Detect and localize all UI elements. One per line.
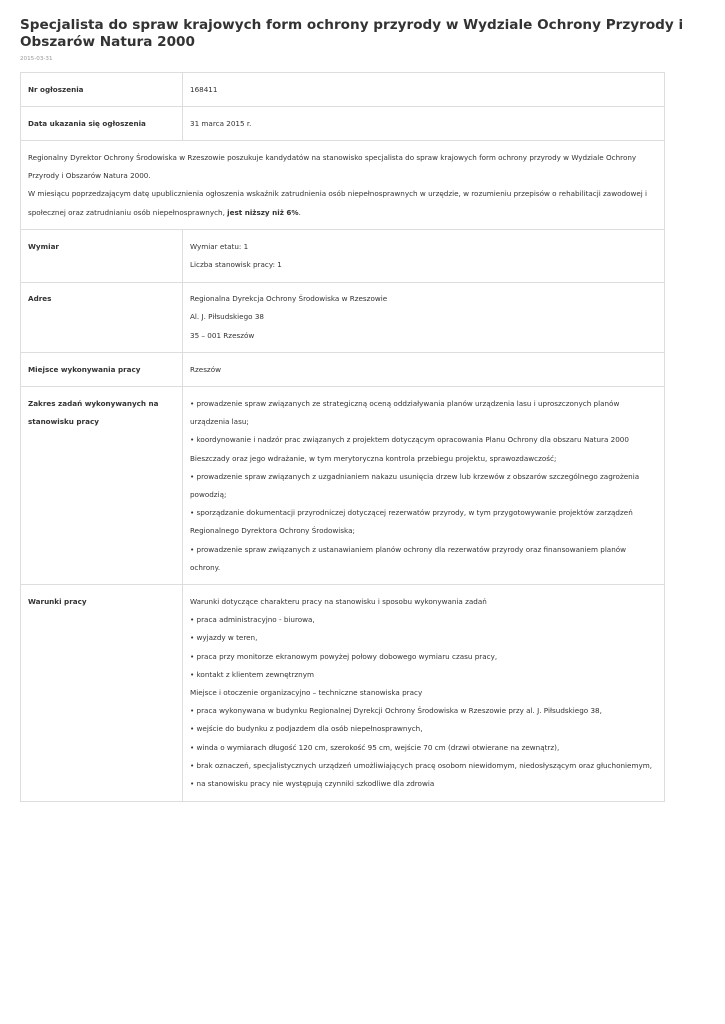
zakres-item: • prowadzenie spraw związanych z uzgadnianiem nakazu usunięcia drzew lub krzewów z obszarów szczególnego zagrożenia powodzią; — [190, 471, 640, 499]
table-row — [21, 107, 665, 141]
warunki-item: • praca administracyjno - biurowa, — [190, 615, 315, 625]
zakres-item: • koordynowanie i nadzór prac związanych z projektem dotyczącym opracowania Planu Ochrony dla obszaru Natura 2000 Bieszczady oraz jego wdrażanie, w tym merytoryczna kontrola przebiegu projektu, sprawozdawczość; — [190, 435, 629, 463]
warunki-item: • brak oznaczeń, specjalistycznych urządzeń umożliwiających pracę osobom niewidomym, niedosłyszącym oraz głuchoniemym, — [190, 760, 652, 770]
nr-label: Nr ogłoszenia — [21, 73, 183, 107]
warunki-value — [183, 585, 665, 801]
table-row — [21, 141, 665, 230]
warunki-item: • praca wykonywana w budynku Regionalnej Dyrekcji Ochrony Środowiska w Rzeszowie przy al. J. Piłsudskiego 38, — [190, 706, 602, 716]
table-row — [21, 585, 665, 801]
zakres-item: • prowadzenie spraw związanych z ustanawianiem planów ochrony dla rezerwatów przyrody oraz finansowaniem planów ochrony. — [190, 544, 627, 572]
wymiar-line: Wymiar etatu: 1 — [190, 241, 249, 251]
intro-disability-paragraph — [28, 185, 657, 221]
intro-paragraph: Regionalny Dyrektor Ochrony Środowiska w Rzeszowie poszukuje kandydatów na stanowisko specjalista do spraw krajowych form ochrony przyrody w Wydziale Ochrony Przyrody i Obszarów Natura 2000. — [28, 152, 637, 181]
warunki-item: • praca przy monitorze ekranowym powyżej połowy dobowego wymiaru czasu pracy, — [190, 651, 498, 661]
page-title: Specjalista do spraw krajowych form ochrony przyrody w Wydziale Ochrony Przyrody i Obszarów Natura 2000 — [20, 17, 684, 50]
zakres-label: Zakres zadań wykonywanych na stanowisku pracy — [21, 387, 183, 585]
announcement-date-label: Data ukazania się ogłoszenia — [21, 107, 183, 141]
job-details-table — [20, 72, 665, 802]
zakres-item: • prowadzenie spraw związanych ze strategiczną oceną oddziaływania planów urządzenia lasu i uproszczonych planów urządzenia lasu; — [190, 398, 620, 427]
adres-value — [183, 282, 665, 353]
warunki-label: Warunki pracy — [21, 585, 183, 801]
adres-line: 35 – 001 Rzeszów — [190, 330, 255, 340]
warunki-item: • na stanowisku pracy nie występują czynniki szkodliwe dla zdrowia — [190, 779, 435, 788]
intro-disability-bold: jest niższy niż 6% — [227, 207, 299, 217]
publish-date: 2015-03-31 — [20, 56, 53, 62]
warunki-item: • kontakt z klientem zewnętrznym — [190, 669, 314, 679]
warunki-item: Warunki dotyczące charakteru pracy na stanowisku i sposobu wykonywania zadań — [190, 596, 487, 606]
table-row — [21, 73, 665, 107]
miejsce-label: Miejsce wykonywania pracy — [21, 353, 183, 387]
table-row — [21, 387, 665, 585]
table-row — [21, 282, 665, 353]
nr-value: 168411 — [183, 73, 665, 107]
warunki-item: • wyjazdy w teren, — [190, 633, 258, 643]
miejsce-value: Rzeszów — [183, 353, 665, 387]
warunki-item: Miejsce i otoczenie organizacyjno – techniczne stanowiska pracy — [190, 687, 423, 697]
adres-line: Regionalna Dyrekcja Ochrony Środowiska w Rzeszowie — [190, 294, 388, 304]
announcement-date-value: 31 marca 2015 r. — [183, 107, 665, 141]
wymiar-line: Liczba stanowisk pracy: 1 — [190, 259, 282, 269]
warunki-item: • wejście do budynku z podjazdem dla osób niepełnosprawnych, — [190, 724, 423, 734]
adres-line: Al. J. Piłsudskiego 38 — [190, 312, 264, 322]
zakres-item: • sporządzanie dokumentacji przyrodniczej dotyczącej rezerwatów przyrody, w tym przygotowywanie projektów zarządzeń Regionalnego Dyrektora Ochrony Środowiska; — [190, 508, 633, 536]
wymiar-label: Wymiar — [21, 230, 183, 282]
wymiar-value — [183, 230, 665, 282]
adres-label: Adres — [21, 282, 183, 353]
zakres-value — [183, 387, 665, 585]
table-row — [21, 230, 665, 282]
intro-disability-text: W miesiącu poprzedzającym datę upublicznienia ogłoszenia wskaźnik zatrudnienia osób niepełnosprawnych w urzędzie, w rozumieniu przepisów o rehabilitacji zawodowej i społecznej oraz zatrudnianiu osób niepełnosprawnych, — [28, 189, 648, 217]
intro-disability-end: . — [298, 207, 301, 217]
warunki-item: • winda o wymiarach długość 120 cm, szerokość 95 cm, wejście 70 cm (drzwi otwierane na zewnątrz), — [190, 742, 560, 752]
intro-cell — [21, 141, 665, 230]
table-row — [21, 353, 665, 387]
